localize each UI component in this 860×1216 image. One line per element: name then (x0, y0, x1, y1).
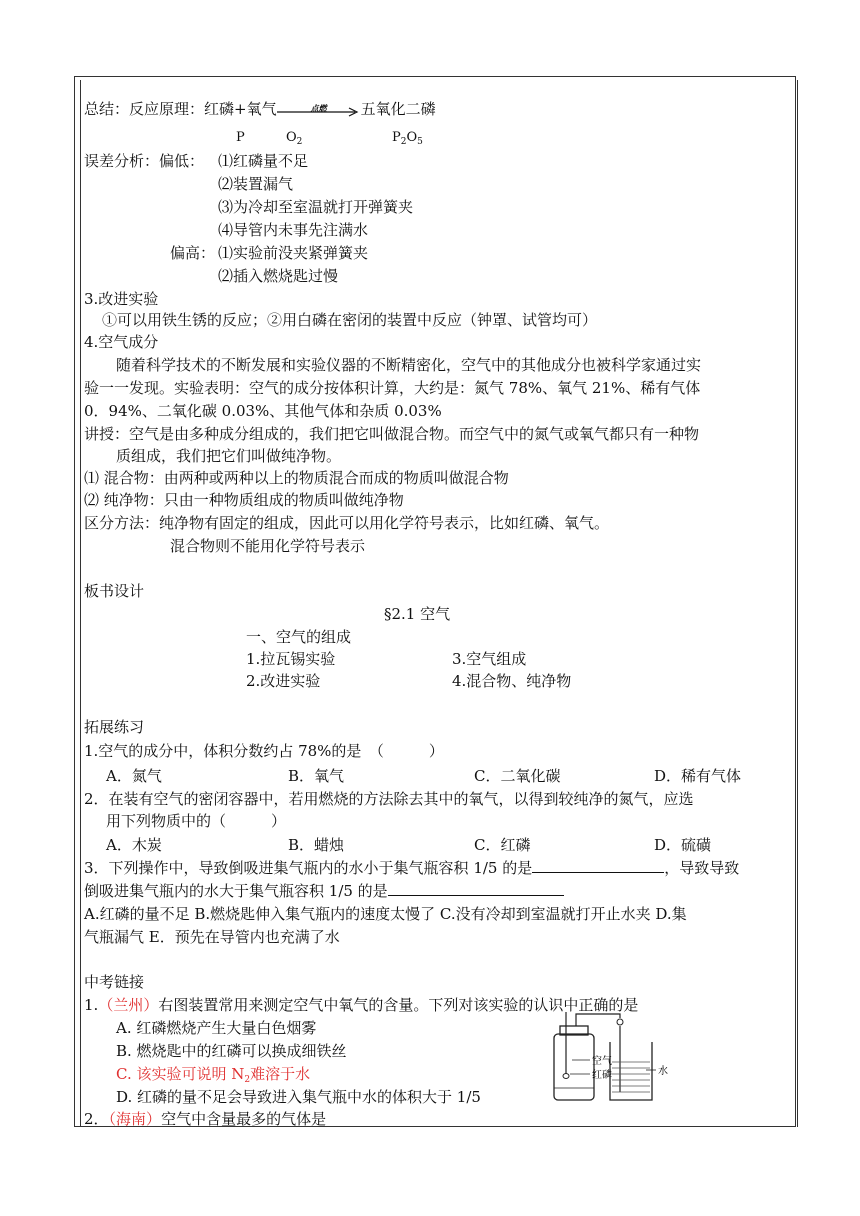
composition-p3: 0．94%、二氧化碳 0.03%、其他气体和杂质 0.03% (84, 402, 442, 420)
lecture-line-2: 质组成，我们把它们叫做纯净物。 (116, 447, 342, 465)
exam-q1-option-c: C. 该实验可说明 $N_2$难溶于水 (116, 1065, 311, 1085)
error-high-2: ⑵插入燃烧匙过慢 (218, 267, 339, 285)
answer-blank-2[interactable] (388, 880, 564, 896)
error-low-4: ⑷导管内未事先注满水 (218, 221, 369, 239)
error-high-label: 偏高： (170, 244, 216, 262)
practice-q2-line-2: 用下列物质中的（ ） (106, 812, 287, 830)
error-high-1: ⑴实验前没夹紧弹簧夹 (218, 244, 369, 262)
symbol-o2: $O_2$ (286, 130, 303, 147)
diagram-label-air: 空气 (592, 1056, 612, 1067)
distinguish-line-2: 混合物则不能用化学符号表示 (170, 537, 366, 555)
board-item-1: 1.拉瓦锡实验 (246, 650, 336, 668)
reaction-summary (84, 98, 436, 120)
exam-q1-option-b: B. 燃烧匙中的红磷可以换成细铁丝 (116, 1042, 347, 1060)
reaction-arrow-icon (277, 100, 361, 120)
practice-q3-line-1: 3．下列操作中，导致倒吸进集气瓶内的水小于集气瓶容积 1/5 的是 ，导致导致 (84, 859, 740, 877)
answer-blank-1[interactable] (532, 857, 664, 873)
composition-heading: 4.空气成分 (84, 333, 159, 351)
board-heading: 板书设计 (84, 582, 145, 600)
practice-q1-option-a: A．氮气 (106, 767, 162, 785)
board-subtitle: 一、空气的组成 (246, 628, 352, 646)
error-low-3: ⑶为冷却至室温就打开弹簧夹 (218, 198, 414, 216)
practice-q1-option-c: C．二氧化碳 (474, 767, 561, 785)
practice-heading: 拓展练习 (84, 718, 145, 736)
reaction-condition: 点燃 (310, 103, 327, 113)
improve-text: ①可以用铁生锈的反应；②用白磷在密闭的装置中反应（钟罩、试管均可） (102, 311, 598, 329)
practice-q2-option-b: B．蜡烛 (288, 836, 345, 854)
exam-q2: 2．（海南）空气中含量最多的气体是 (84, 1110, 327, 1128)
exam-q1-source: （兰州） (98, 996, 159, 1014)
exam-heading: 中考链接 (84, 973, 145, 991)
improve-heading: 3.改进实验 (84, 290, 159, 308)
exam-q2-source: （海南） (108, 1110, 162, 1128)
practice-q3-line-2: 倒吸进集气瓶内的水大于集气瓶容积 1/5 的是 (84, 880, 564, 902)
board-item-2: 2.改进实验 (246, 672, 321, 690)
practice-q2-line-1: 2．在装有空气的密闭容器中，若用燃烧的方法除去其中的氧气，以得到较纯净的氮气，应选 (84, 790, 694, 808)
lecture-line-1: 讲授：空气是由多种成分组成的，我们把它叫做混合物。而空气中的氮气或氧气都只有一种物 (84, 425, 700, 443)
reactant-2: 氧气 (246, 100, 277, 118)
composition-p2: 验一一发现。实验表明：空气的成分按体积计算，大约是：氮气 78%、氧气 21%、稀有气体 (84, 379, 701, 397)
practice-q1-option-b: B．氧气 (288, 767, 345, 785)
practice-q1-option-d: D．稀有气体 (654, 767, 742, 785)
exam-q1-option-a: A. 红磷燃烧产生大量白色烟雾 (116, 1019, 317, 1037)
board-title: §2.1 空气 (384, 605, 451, 623)
symbol-p: P (236, 130, 245, 145)
distinguish-line-1: 区分方法：纯净物有固定的组成，因此可以用化学符号表示，比如红磷、氧气。 (84, 514, 610, 532)
pure-definition: ⑵ 纯净物：只由一种物质组成的物质叫做纯净物 (84, 491, 404, 509)
practice-q1: 1.空气的成分中，体积分数约占 78%的是 （ ） (84, 742, 444, 760)
practice-q3-line-4: 气瓶漏气 E．预先在导管内也充满了水 (84, 928, 340, 946)
plus-sign: + (234, 100, 247, 118)
diagram-label-water: 水 (658, 1066, 668, 1077)
summary-label: 总结：反应原理： (84, 100, 205, 118)
error-low-2: ⑵装置漏气 (218, 175, 294, 193)
mixture-definition: ⑴ 混合物：由两种或两种以上的物质混合而成的物质叫做混合物 (84, 469, 509, 487)
practice-q2-option-c: C．红磷 (474, 836, 531, 854)
error-analysis-title: 误差分析：偏低： (84, 152, 205, 170)
practice-q2-option-d: D．硫磺 (654, 836, 712, 854)
board-item-4: 4.混合物、纯净物 (452, 672, 572, 690)
exam-q1-option-d: D. 红磷的量不足会导致进入集气瓶中水的体积大于 1/5 (116, 1088, 481, 1106)
board-item-3: 3.空气组成 (452, 650, 527, 668)
symbol-p2o5: $P_2O_5$ (392, 130, 423, 147)
composition-p1: 随着科学技术的不断发展和实验仪器的不断精密化，空气中的其他成分也被科学家通过实 (116, 356, 702, 374)
practice-q3-line-3: A.红磷的量不足 B.燃烧匙伸入集气瓶内的速度太慢了 C.没有冷却到室温就打开止水夹 D.集 (84, 905, 687, 923)
exam-q1: 1.（兰州）右图装置常用来测定空气中氧气的含量。下列对该实验的认识中正确的是 (84, 996, 639, 1014)
practice-q2-option-a: A．木炭 (106, 836, 162, 854)
apparatus-diagram (542, 1012, 682, 1108)
product: 五氧化二磷 (360, 100, 436, 118)
error-low-1: ⑴红磷量不足 (218, 152, 309, 170)
diagram-label-phosphorus: 红磷 (592, 1070, 612, 1081)
reactant-1: 红磷 (204, 100, 235, 118)
